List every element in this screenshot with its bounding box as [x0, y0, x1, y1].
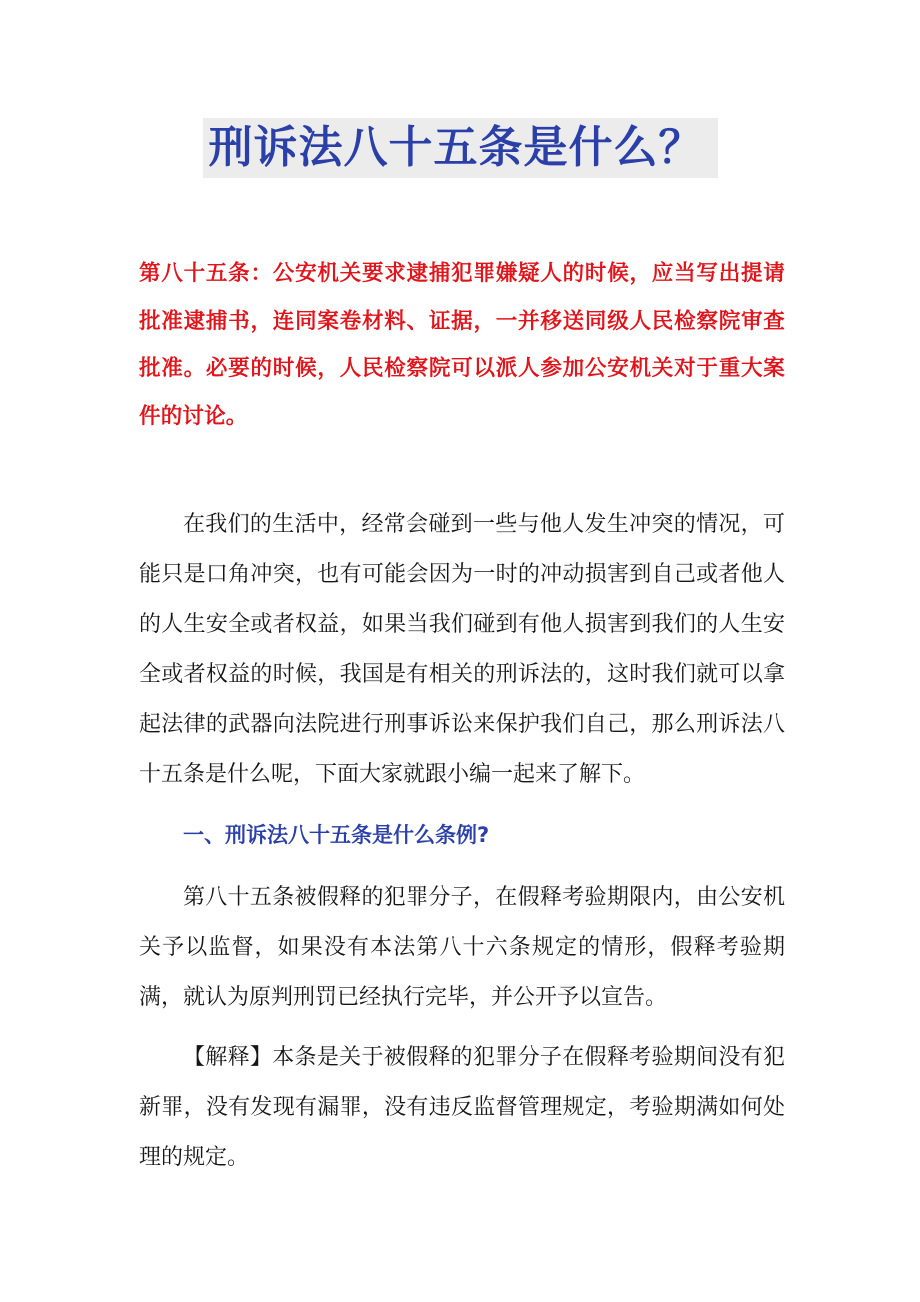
page-title: 刑诉法八十五条是什么？ — [203, 118, 718, 178]
title-container — [0, 118, 920, 178]
explanation-paragraph: 【解释】本条是关于被假释的犯罪分子在假释考验期间没有犯新罪，没有发现有漏罪，没有违反监督管理规定，考验期满如何处理的规定。 — [139, 1045, 785, 1170]
intro-paragraph: 在我们的生活中，经常会碰到一些与他人发生冲突的情况，可能只是口角冲突，也有可能会因为一时的冲动损害到自己或者他人的人生安全或者权益，如果当我们碰到有他人损害到我们的人生安全或者权益的时候，我国是有相关的刑诉法的，这时我们就可以拿起法律的武器向法院进行刑事诉讼来保护我们自己，那么刑诉法八十五条是什么呢，下面大家就跟小编一起来了解下。 — [139, 512, 785, 787]
section-heading: 一、刑诉法八十五条是什么条例? — [183, 823, 490, 847]
section-paragraph: 第八十五条被假释的犯罪分子，在假释考验期限内，由公安机关予以监督，如果没有本法第八十六条规定的情形，假释考验期满，就认为原判刑罚已经执行完毕，并公开予以宣告。 — [139, 885, 785, 1010]
article-quote: 第八十五条：公安机关要求逮捕犯罪嫌疑人的时候，应当写出提请批准逮捕书，连同案卷材料、证据，一并移送同级人民检察院审查批准。必要的时候，人民检察院可以派人参加公安机关对于重大案件的讨论。 — [139, 261, 785, 429]
